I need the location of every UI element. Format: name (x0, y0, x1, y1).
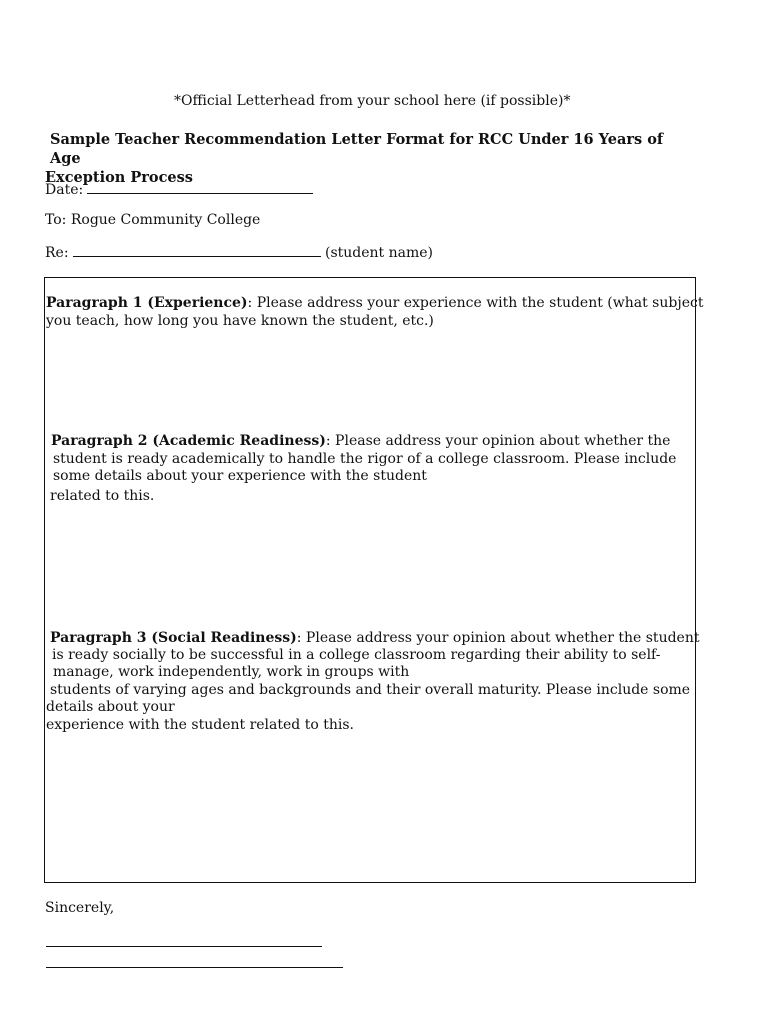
paragraph1-text-1: : Please address your experience with the student (what subject (247, 295, 704, 311)
re-suffix: (student name) (325, 245, 434, 261)
paragraph1-line-2: you teach, how long you have known the student, etc.) (46, 313, 434, 329)
paragraph3-line-6: experience with the student related to this. (46, 717, 354, 733)
re-line (45, 244, 433, 262)
date-blank (87, 181, 313, 194)
paragraph3-line-4: students of varying ages and backgrounds and their overall maturity. Please include some (50, 682, 691, 698)
paragraph2-heading: Paragraph 2 (Academic Readiness) (51, 433, 326, 449)
title-line-2: Exception Process (45, 169, 193, 186)
paragraph3-heading: Paragraph 3 (Social Readiness) (50, 630, 297, 646)
title-line-1: Sample Teacher Recommendation Letter Format for RCC Under 16 Years of Age (50, 131, 664, 167)
document-title (45, 130, 695, 187)
paragraph3-line-3: manage, work independently, work in groups with (53, 664, 410, 680)
paragraph3-text-1: : Please address your opinion about whether the student (296, 630, 700, 646)
paragraph2-line-2: student is ready academically to handle the rigor of a college classroom. Please include (53, 451, 677, 467)
paragraph2-text-1: : Please address your opinion about whether the (325, 433, 671, 449)
paragraph1-line-1 (46, 295, 703, 312)
paragraph2-line-4: related to this. (50, 488, 155, 504)
closing: Sincerely, (45, 900, 115, 916)
printed-name-line (46, 967, 343, 968)
paragraph1-heading: Paragraph 1 (Experience) (46, 295, 248, 311)
paragraph2-line-3: some details about your experience with the student (53, 468, 427, 484)
student-name-blank (73, 244, 321, 257)
paragraph3-line-5: details about your (46, 699, 175, 715)
date-label: Date: (45, 182, 84, 198)
paragraph3-line-2: is ready socially to be successful in a college classroom regarding their ability to self- (52, 647, 661, 663)
paragraph2-line-1 (51, 433, 670, 450)
to-line: To: Rogue Community College (45, 212, 261, 228)
letter-body-box (44, 277, 696, 883)
date-line (45, 181, 313, 199)
letterhead-note: *Official Letterhead from your school here (if possible)* (174, 93, 571, 109)
paragraph3-line-1 (50, 630, 699, 647)
re-label: Re: (45, 245, 69, 261)
signature-line (46, 946, 322, 947)
